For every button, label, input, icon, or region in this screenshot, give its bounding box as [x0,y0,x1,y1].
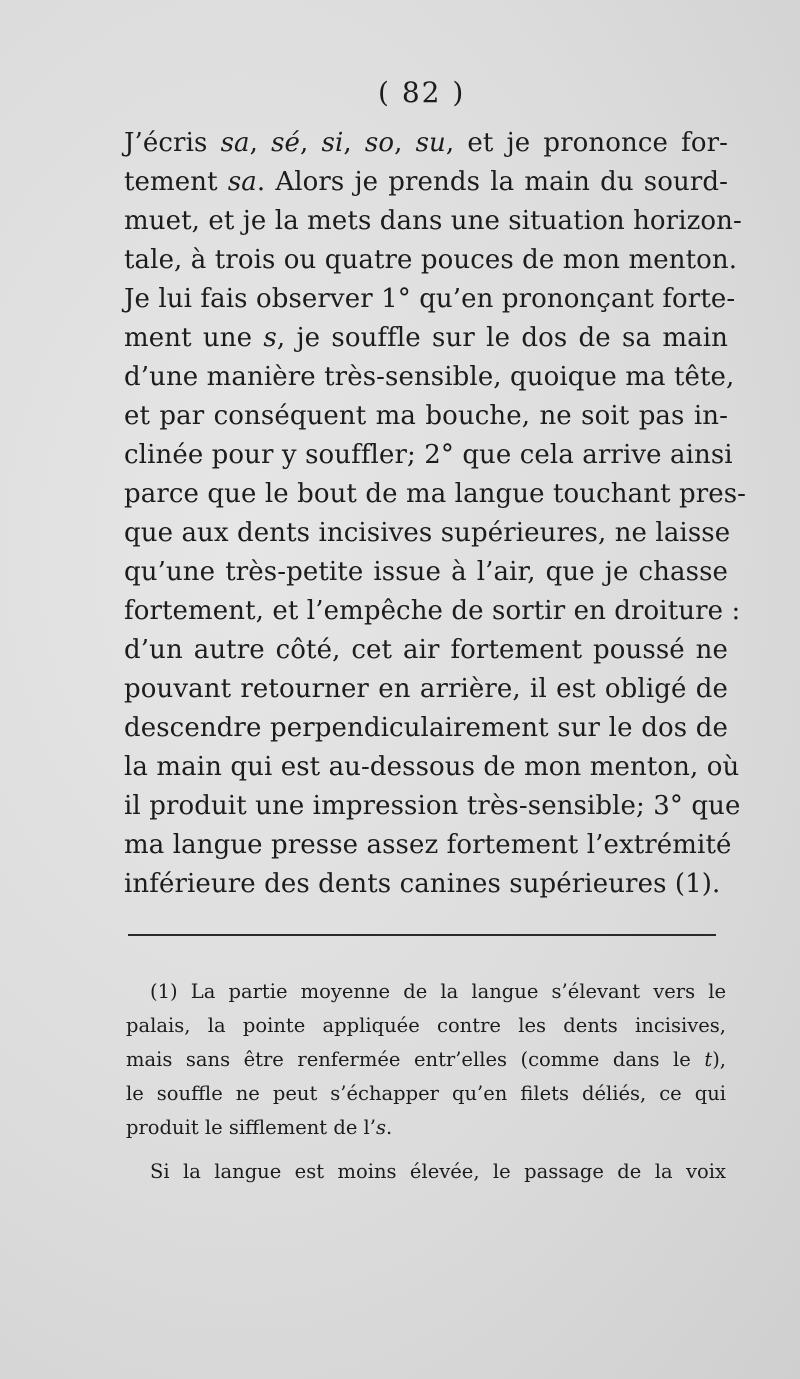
italic-text: sa [227,167,257,197]
footnote-line: mais sans être renfermée entr’elles (comme dans le t), [126,1048,726,1071]
text-line: ment une s, je souffle sur le dos de sa main [124,323,728,353]
text-line: qu’une très-petite issue à l’air, que je chasse [124,557,728,587]
footnote-line: (1) La partie moyenne de la langue s’élevant vers le [150,980,726,1003]
text-line: parce que le bout de ma langue touchant pres- [124,479,747,509]
text-line: muet, et je la mets dans une situation horizon- [124,206,742,236]
text-line: J’écris sa, sé, si, so, su, et je prononce for- [124,128,728,158]
italic-text: su [415,128,446,158]
footnote-line: palais, la pointe appliquée contre les dents incisives, [126,1014,726,1037]
italic-text: sé [271,128,301,158]
footnote [126,975,726,1189]
main-text [124,124,747,904]
text-line: pouvant retourner en arrière, il est obligé de [124,674,728,704]
text-line: inférieure des dents canines supérieures (1). [124,869,721,899]
text-line: la main qui est au-dessous de mon menton, où [124,752,740,782]
text-line: il produit une impression très-sensible; 3° que [124,791,741,821]
text-line: descendre perpendiculairement sur le dos de [124,713,728,743]
italic-text: s [263,323,277,353]
italic-text: so [364,128,395,158]
footnote-line: le souffle ne peut s’échapper qu’en filets déliés, ce qui [126,1082,726,1105]
footnote-line: produit le sifflement de l’s. [126,1116,393,1139]
page-number: ( 82 ) [378,76,466,109]
italic-text: s [376,1116,387,1139]
text-line: clinée pour y souffler; 2° que cela arrive ainsi [124,440,733,470]
italic-text: sa [220,128,250,158]
text-line: ma langue presse assez fortement l’extrémité [124,830,732,860]
text-line: que aux dents incisives supérieures, ne laisse [124,518,731,548]
text-line: et par conséquent ma bouche, ne soit pas in- [124,401,728,431]
text-line: Je lui fais observer 1° qu’en prononçant forte- [124,284,736,314]
italic-text: t [704,1048,713,1071]
footnote-line: Si la langue est moins élevée, le passage de la voix [150,1160,726,1183]
italic-text: si [321,128,344,158]
text-line: d’une manière très-sensible, quoique ma tête, [124,362,735,392]
text-line: fortement, et l’empêche de sortir en droiture : [124,596,741,626]
text-line: d’un autre côté, cet air fortement poussé ne [124,635,728,665]
footnote-divider [128,934,716,936]
text-line: tale, à trois ou quatre pouces de mon menton. [124,245,738,275]
text-line: tement sa. Alors je prends la main du sourd- [124,167,728,197]
